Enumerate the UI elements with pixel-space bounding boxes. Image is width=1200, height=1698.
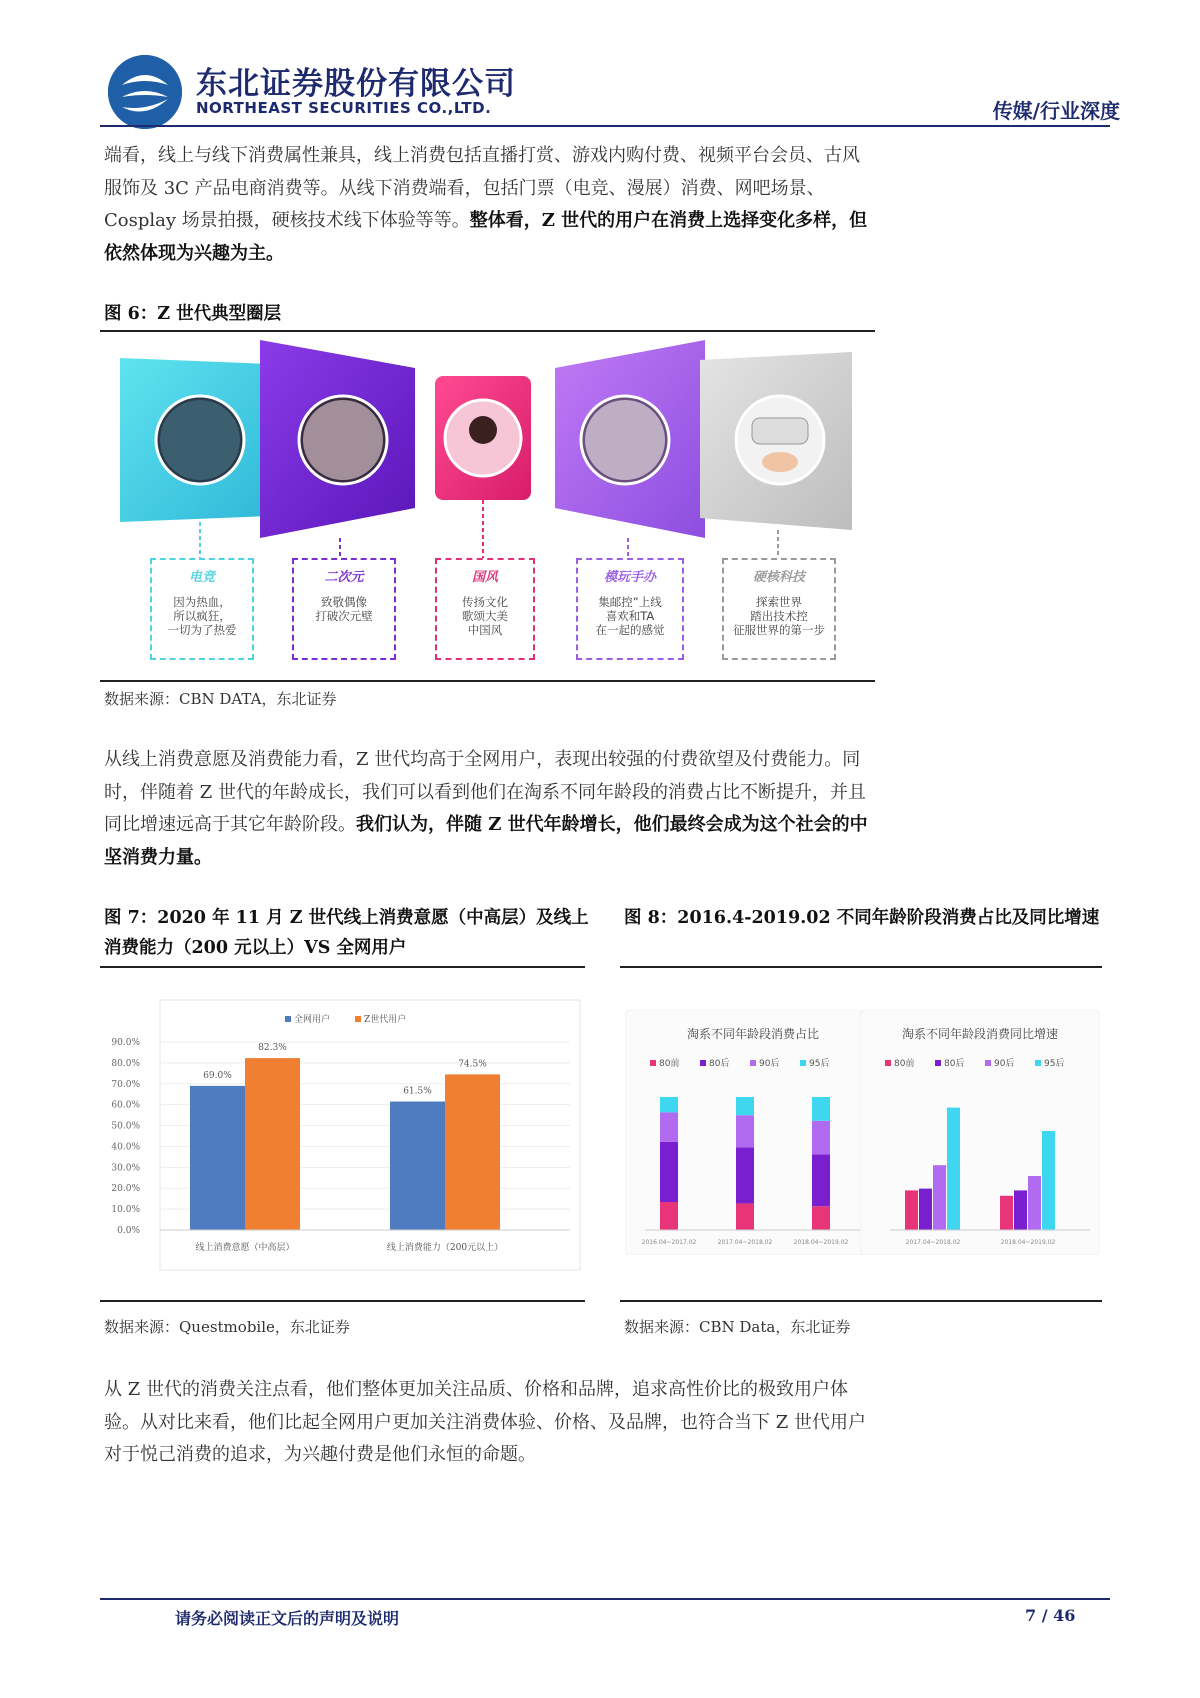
y-tick-label: 40.0% (111, 1142, 140, 1153)
figure7-chart (100, 990, 590, 1280)
bar (905, 1190, 918, 1230)
y-tick-label: 0.0% (117, 1226, 140, 1236)
card-toys (576, 558, 684, 660)
stack-segment (660, 1097, 678, 1112)
card-toys-text (578, 595, 682, 637)
legend-swatch (650, 1060, 656, 1066)
bar (947, 1108, 960, 1230)
bar (390, 1102, 445, 1230)
bar (1042, 1131, 1055, 1230)
card-guofeng-title: 国风 (471, 570, 498, 585)
bar (933, 1165, 946, 1230)
paragraph-3: 从 Z 世代的消费关注点看，他们整体更加关注品质、价格和品牌，追求高性价比的极致用户体验。从对比来看，他们比起全网用户更加关注消费体验、价格、及品牌，也符合当下 Z 世代用户对于悦己消费的追求，为兴趣付费是他们永恒的命题。 (104, 1379, 866, 1465)
card-toys-title: 模玩手办 (603, 570, 656, 585)
figure6-bottom-rule (100, 680, 875, 682)
stack-segment (660, 1202, 678, 1230)
header-rule (100, 125, 1110, 127)
data-label: 61.5% (403, 1086, 432, 1097)
legend-swatch (285, 1016, 291, 1022)
figure8-share-chart (625, 1010, 880, 1255)
bar (190, 1086, 245, 1230)
para2-bold: 我们认为，伴随 Z 世代年龄增长，他们最终会成为这个社会的中坚消费力量。 (104, 814, 868, 868)
figure7-title: 图 7：2020 年 11 月 Z 世代线上消费意愿（中高层）及线上消费能力（200 元以上）VS 全网用户 (104, 908, 589, 958)
card-line: 所以疯狂， (173, 609, 231, 623)
figure7-top-rule (100, 966, 585, 968)
card-line: 致敬偶像 (321, 595, 367, 609)
card-acg-text (294, 595, 394, 623)
legend-swatch (985, 1060, 991, 1066)
figure8-top-rule (620, 966, 1102, 968)
legend-label: 90后 (994, 1059, 1015, 1069)
card-line: 在一起的感觉 (595, 623, 665, 637)
bar (245, 1058, 300, 1230)
stack-segment (812, 1206, 830, 1230)
page-number: 7 / 46 (1025, 1606, 1076, 1625)
paragraph-2 (104, 744, 874, 874)
card-guofeng (435, 558, 535, 660)
figure7-bottom-rule (100, 1300, 585, 1302)
figure8-source: 数据来源：CBN Data，东北证券 (624, 1318, 851, 1336)
chart-title: 淘系不同年龄段消费同比增速 (901, 1027, 1059, 1041)
legend-swatch (750, 1060, 756, 1066)
card-acg-title: 二次元 (324, 570, 364, 585)
card-acg (292, 558, 396, 660)
card-guofeng-text (437, 595, 533, 637)
stack-segment (736, 1097, 754, 1115)
x-tick-label: 线上消费意愿（中高层） (195, 1243, 295, 1253)
legend-label: 80后 (709, 1059, 730, 1069)
card-esports-text (152, 595, 252, 637)
card-esports (150, 558, 254, 660)
legend-swatch (1035, 1060, 1041, 1066)
card-line: 集邮控”上线 (598, 595, 662, 609)
figure8-growth-chart (860, 1010, 1100, 1255)
legend-label: 80后 (944, 1059, 965, 1069)
stack-segment (736, 1115, 754, 1147)
stack-segment (812, 1121, 830, 1155)
stack-segment (736, 1203, 754, 1230)
legend-label: 95后 (809, 1059, 830, 1069)
y-tick-label: 50.0% (111, 1121, 140, 1132)
stack-segment (812, 1154, 830, 1206)
bar (1028, 1176, 1041, 1230)
figure6-top-rule (100, 330, 875, 332)
x-tick-label: 2017.04~2018.02 (717, 1239, 773, 1246)
legend-label: 80前 (894, 1059, 915, 1069)
card-line: 中国风 (467, 623, 503, 637)
card-line: 传扬文化 (462, 595, 508, 609)
footer-rule (100, 1598, 1110, 1600)
y-tick-label: 20.0% (111, 1184, 140, 1195)
x-tick-label: 2016.04~2017.02 (641, 1239, 697, 1246)
x-tick-label: 线上消费能力（200元以上） (386, 1243, 504, 1253)
figure7-source: 数据来源：Questmobile，东北证券 (104, 1318, 350, 1336)
card-esports-title: 电竞 (188, 570, 215, 585)
y-tick-label: 30.0% (111, 1163, 140, 1174)
company-name-en: NORTHEAST SECURITIES CO.,LTD. (196, 99, 492, 117)
card-line: 征服世界的第一步 (733, 623, 825, 637)
bar (445, 1074, 500, 1230)
company-logo (108, 55, 182, 129)
card-tech-title: 硬核科技 (752, 570, 805, 585)
x-tick-label: 2018.04~2019.02 (793, 1239, 849, 1246)
stack-segment (660, 1142, 678, 1202)
figure6-source: 数据来源：CBN DATA，东北证券 (104, 690, 337, 708)
legend-label: Z世代用户 (364, 1015, 407, 1025)
legend-label: 95后 (1044, 1059, 1065, 1069)
bar (919, 1189, 932, 1230)
y-tick-label: 60.0% (111, 1100, 140, 1111)
legend-swatch (935, 1060, 941, 1066)
y-tick-label: 90.0% (111, 1038, 140, 1048)
y-tick-label: 70.0% (111, 1079, 140, 1090)
section-tag: 传媒/行业深度 (992, 99, 1120, 123)
data-label: 82.3% (258, 1043, 287, 1054)
x-tick-label: 2018.04~2019.02 (1000, 1239, 1056, 1246)
x-tick-label: 2017.04~2018.02 (905, 1239, 961, 1246)
data-label: 74.5% (458, 1059, 487, 1070)
legend-swatch (885, 1060, 891, 1066)
card-line: 一切为了热爱 (167, 623, 237, 637)
card-line: 歌颂大美 (462, 609, 508, 623)
legend-swatch (355, 1016, 361, 1022)
legend-swatch (800, 1060, 806, 1066)
y-tick-label: 10.0% (111, 1205, 140, 1216)
y-tick-label: 80.0% (111, 1058, 140, 1069)
figure8-title: 图 8：2016.4-2019.02 不同年龄阶段消费占比及同比增速 (624, 908, 1100, 928)
figure6-title: 图 6：Z 世代典型圈层 (104, 304, 282, 324)
footer-notice: 请务必阅读正文后的声明及说明 (175, 1609, 400, 1628)
stack-segment (660, 1112, 678, 1141)
card-line: 因为热血， (173, 595, 231, 609)
card-line: 喜欢和TA (605, 609, 655, 623)
card-tech (722, 558, 836, 660)
intro-bold: 整体看，Z 世代的用户在消费上选择变化多样，但依然体现为兴趣为主。 (104, 210, 868, 264)
para2-text: 从线上消费意愿及消费能力看，Z 世代均高于全网用户，表现出较强的付费欲望及付费能力。同时，伴随着 Z 世代的年龄成长，我们可以看到他们在淘系不同年龄段的消费占比不断提升，并且同比增速远高于其它年龄阶段。 (104, 749, 866, 835)
figure8-bottom-rule (620, 1300, 1102, 1302)
company-name-cn: 东北证券股份有限公司 (196, 66, 516, 102)
legend-label: 80前 (659, 1059, 680, 1069)
stack-segment (812, 1097, 830, 1121)
stack-segment (736, 1147, 754, 1203)
card-line: 踏出技术控 (750, 609, 808, 623)
card-line: 打破次元壁 (315, 609, 373, 623)
legend-label: 全网用户 (294, 1015, 331, 1025)
legend-swatch (700, 1060, 706, 1066)
intro-paragraph (104, 140, 874, 270)
intro-text: 端看，线上与线下消费属性兼具，线上消费包括直播打赏、游戏内购付费、视频平台会员、古风服饰及 3C 产品电商消费等。从线下消费端看，包括门票（电竞、漫展）消费、网吧场景、Cosplay 场景拍摄，硬核技术线下体验等等。 (104, 145, 860, 231)
figure6-graphic (100, 340, 875, 670)
card-line: 探索世界 (756, 595, 802, 609)
chart-title: 淘系不同年龄段消费占比 (686, 1027, 820, 1041)
bar (1000, 1196, 1013, 1230)
bar (1014, 1190, 1027, 1230)
card-tech-text (724, 595, 834, 637)
legend-label: 90后 (759, 1059, 780, 1069)
data-label: 69.0% (203, 1070, 232, 1081)
